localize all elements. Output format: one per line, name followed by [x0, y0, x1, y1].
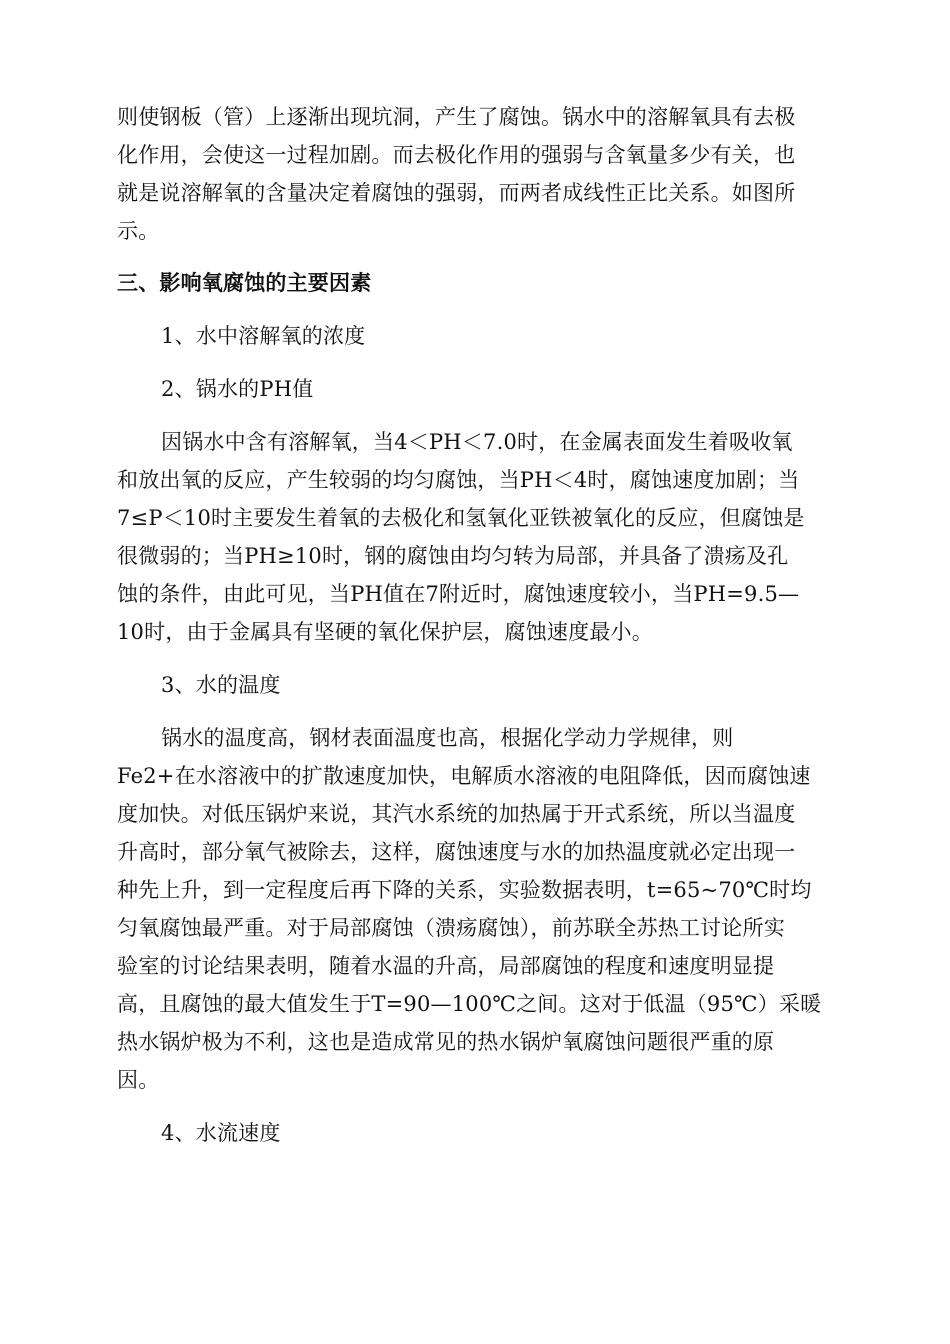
item-ph-value: 2、锅水的PH值 [161, 377, 314, 401]
text-line: 就是说溶解氧的含量决定着腐蚀的强弱，而两者成线性正比关系。如图所 [117, 181, 796, 205]
item-water-temperature: 3、水的温度 [161, 673, 281, 697]
text-line: 匀氧腐蚀最严重。对于局部腐蚀（溃疡腐蚀），前苏联全苏热工讨论所实 [117, 916, 785, 940]
text-line: 升高时，部分氧气被除去，这样，腐蚀速度与水的加热温度就必定出现一 [117, 840, 796, 864]
text-line: 和放出氧的反应，产生较弱的均匀腐蚀，当PH＜4时，腐蚀速度加剧；当 [117, 468, 800, 492]
text-line: 验室的讨论结果表明，随着水温的升高，局部腐蚀的程度和速度明显提 [117, 954, 775, 978]
intro-paragraph [117, 98, 837, 250]
text-line: 则使钢板（管）上逐渐出现坑洞，产生了腐蚀。锅水中的溶解氧具有去极 [117, 105, 796, 129]
document-page [117, 98, 837, 1152]
text-line: 锅水的温度高，钢材表面温度也高，根据化学动力学规律，则 [161, 726, 734, 750]
text-line: 因。 [117, 1068, 160, 1092]
temperature-paragraph [117, 719, 837, 1099]
text-line: 很微弱的；当PH≥10时，钢的腐蚀由均匀转为局部，并具备了溃疡及孔 [117, 544, 789, 568]
text-line: 蚀的条件，由此可见，当PH值在7附近时，腐蚀速度较小，当PH=9.5— [117, 582, 800, 606]
section-heading: 三、影响氧腐蚀的主要因素 [117, 271, 372, 295]
item-dissolved-oxygen: 1、水中溶解氧的浓度 [161, 324, 366, 348]
text-line: 化作用，会使这一过程加剧。而去极化作用的强弱与含氧量多少有关，也 [117, 143, 796, 167]
text-line: 种先上升，到一定程度后再下降的关系，实验数据表明，t=65~70℃时均 [117, 878, 812, 902]
text-line: 热水锅炉极为不利，这也是造成常见的热水锅炉氧腐蚀问题很严重的原 [117, 1030, 775, 1054]
text-line: 因锅水中含有溶解氧，当4＜PH＜7.0时，在金属表面发生着吸收氧 [161, 430, 793, 454]
text-line: 7≤P＜10时主要发生着氧的去极化和氢氧化亚铁被氧化的反应，但腐蚀是 [117, 506, 805, 530]
text-line: 高，且腐蚀的最大值发生于T=90—100℃之间。这对于低温（95℃）采暖 [117, 992, 822, 1016]
text-line: 示。 [117, 219, 160, 243]
text-line: 10时，由于金属具有坚硬的氧化保护层，腐蚀速度最小。 [117, 620, 653, 644]
item-water-flow-speed: 4、水流速度 [161, 1121, 281, 1145]
ph-paragraph [117, 423, 837, 651]
text-line: 度加快。对低压锅炉来说，其汽水系统的加热属于开式系统，所以当温度 [117, 802, 796, 826]
text-line: Fe2+在水溶液中的扩散速度加快，电解质水溶液的电阻降低，因而腐蚀速 [117, 764, 811, 788]
